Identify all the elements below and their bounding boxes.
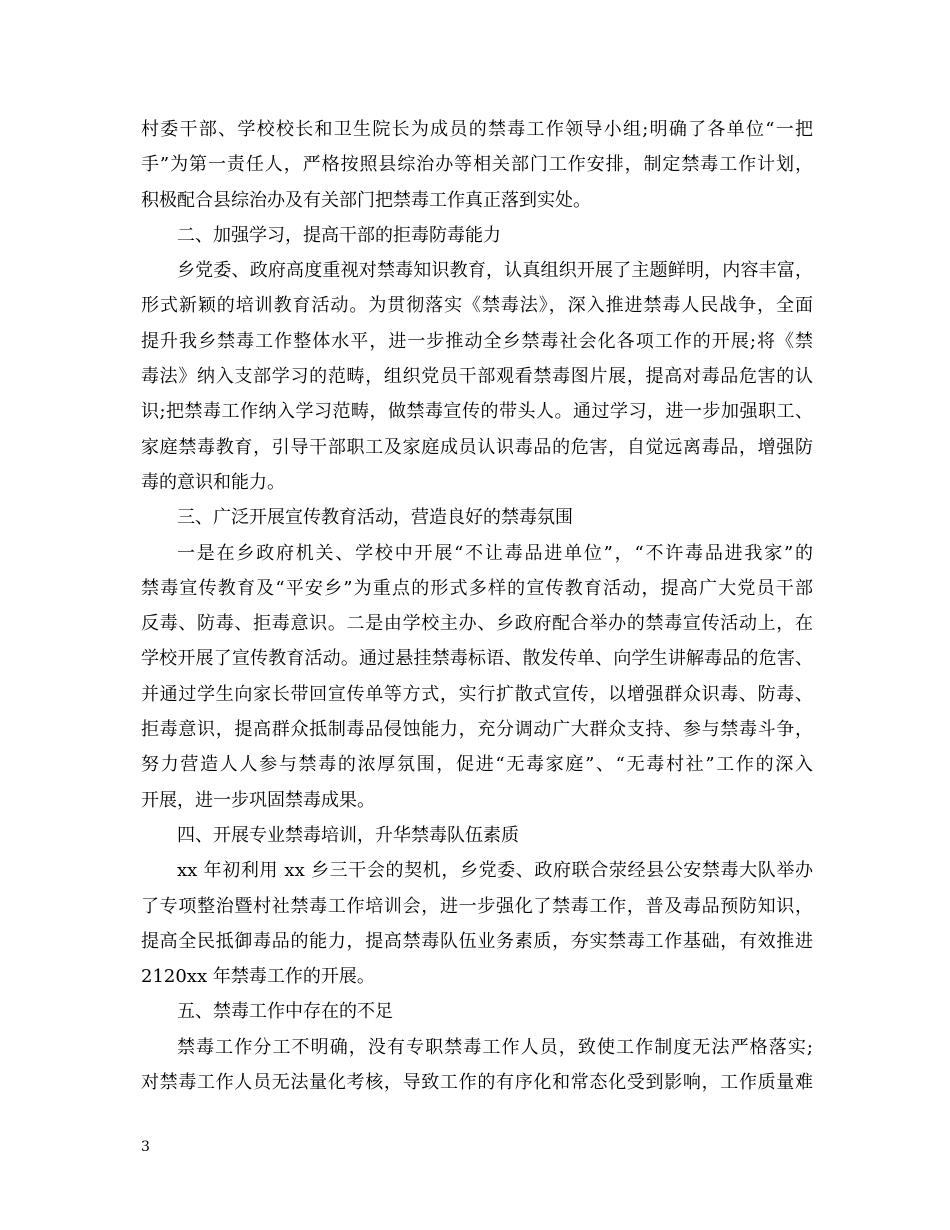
text-line: 村委干部、学校校长和卫生院长为成员的禁毒工作领导小组;明确了各单位“一把 [141, 119, 813, 140]
text-line: 反毒、防毒、拒毒意识。二是由学校主办、乡政府配合举办的禁毒宣传活动上，在 [141, 613, 813, 635]
text-line: 提高全民抵御毒品的能力，提高禁毒队伍业务素质，夯实禁毒工作基础，有效推进 [141, 930, 813, 952]
text-line: 识;把禁毒工作纳入学习范畴，做禁毒宣传的带头人。通过学习，进一步加强职工、 [141, 401, 813, 423]
text-line: 乡党委、政府高度重视对禁毒知识教育，认真组织开展了主题鲜明，内容丰富， [177, 260, 813, 282]
text-line: 学校开展了宣传教育活动。通过悬挂禁毒标语、散发传单、向学生讲解毒品的危害、 [141, 648, 813, 670]
page-number: 3 [141, 1139, 150, 1155]
document-body [141, 112, 813, 1100]
text-line: 2120xx 年禁毒工作的开展。 [141, 966, 375, 988]
text-line: 形式新颖的培训教育活动。为贯彻落实《禁毒法》，深入推进禁毒人民战争，全面 [141, 295, 813, 317]
text-line: 开展，进一步巩固禁毒成果。 [141, 789, 375, 811]
text-line: 四、开展专业禁毒培训，升华禁毒队伍素质 [177, 824, 519, 846]
text-line: 手”为第一责任人，严格按照县综治办等相关部门工作安排，制定禁毒工作计划， [141, 154, 813, 176]
text-line: 对禁毒工作人员无法量化考核，导致工作的有序化和常态化受到影响，工作质量难 [141, 1072, 813, 1094]
text-line: 二、加强学习，提高干部的拒毒防毒能力 [177, 224, 501, 246]
text-line: 家庭禁毒教育，引导干部职工及家庭成员认识毒品的危害，自觉远离毒品，增强防 [141, 436, 813, 458]
text-line: 提升我乡禁毒工作整体水平，进一步推动全乡禁毒社会化各项工作的开展;将《禁 [141, 330, 813, 352]
text-line: 积极配合县综治办及有关部门把禁毒工作真正落到实处。 [141, 189, 591, 211]
text-line: 努力营造人人参与禁毒的浓厚氛围，促进“无毒家庭”、“无毒村社”工作的深入 [141, 754, 813, 776]
text-line: 了专项整治暨村社禁毒工作培训会，进一步强化了禁毒工作，普及毒品预防知识， [141, 895, 813, 917]
text-line: 拒毒意识，提高群众抵制毒品侵蚀能力，充分调动广大群众支持、参与禁毒斗争， [141, 719, 813, 741]
text-line: 五、禁毒工作中存在的不足 [177, 1001, 393, 1023]
text-line: 并通过学生向家长带回宣传单等方式，实行扩散式宣传，以增强群众识毒、防毒、 [141, 683, 813, 705]
text-line: 禁毒工作分工不明确，没有专职禁毒工作人员，致使工作制度无法严格落实; [177, 1036, 813, 1058]
text-line: 三、广泛开展宣传教育活动，营造良好的禁毒氛围 [177, 507, 573, 529]
text-line: 毒的意识和能力。 [141, 471, 285, 493]
text-line: 一是在乡政府机关、学校中开展“不让毒品进单位”，“不许毒品进我家”的 [177, 542, 813, 564]
text-line: 毒法》纳入支部学习的范畴，组织党员干部观看禁毒图片展，提高对毒品危害的认 [141, 366, 813, 388]
text-line: xx 年初利用 xx 乡三干会的契机，乡党委、政府联合荥经县公安禁毒大队举办 [177, 860, 813, 882]
text-line: 禁毒宣传教育及“平安乡”为重点的形式多样的宣传教育活动，提高广大党员干部 [141, 577, 813, 599]
